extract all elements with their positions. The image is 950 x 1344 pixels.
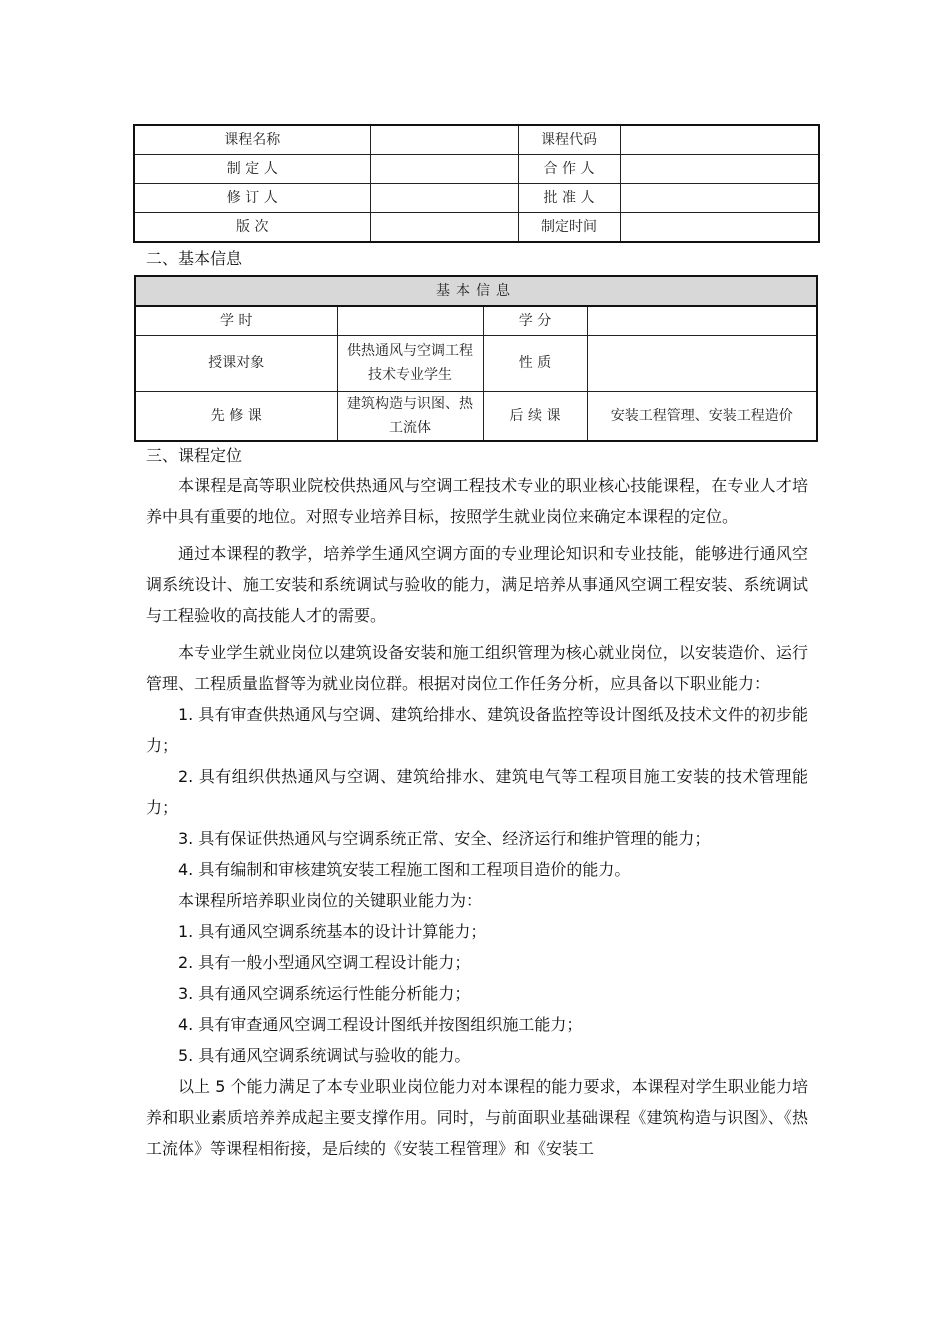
date-label: 制定时间 — [518, 213, 620, 243]
reviser-value — [370, 184, 518, 213]
list-item: 4. 具有审查通风空调工程设计图纸并按图组织施工能力； — [178, 1015, 583, 1034]
course-code-value — [620, 125, 819, 155]
list-item: 3. 具有通风空调系统运行性能分析能力； — [178, 984, 471, 1003]
paragraph: 本课程是高等职业院校供热通风与空调工程技术专业的职业核心技能课程，在专业人才培养中具有重要的地位。对照专业培养目标，按照学生就业岗位来确定本课程的定位。 — [146, 476, 808, 526]
table-row — [134, 184, 819, 213]
list-item: 5. 具有通风空调系统调试与验收的能力。 — [178, 1046, 471, 1065]
section-title-basic-info: 二、基本信息 — [146, 249, 243, 268]
paragraph: 以上 5 个能力满足了本专业职业岗位能力对本课程的能力要求，本课程对学生职业能力培养和职业素质培养养成起主要支撑作用。同时，与前面职业基础课程《建筑构造与识图》、《热工流体》等课程相衔接，是后续的《安装工程管理》和《安装工 — [146, 1077, 808, 1158]
followup-label: 后 续 课 — [483, 391, 587, 441]
credits-label: 学 分 — [483, 306, 587, 335]
section-title-course-positioning: 三、课程定位 — [146, 446, 243, 465]
prerequisite-value: 建筑构造与识图、热工流体 — [337, 391, 483, 441]
author-label: 制 定 人 — [134, 155, 370, 184]
basic-info-header: 基本信息 — [135, 276, 817, 306]
course-code-label: 课程代码 — [518, 125, 620, 155]
table-row — [134, 213, 819, 243]
paragraph: 本专业学生就业岗位以建筑设备安装和施工组织管理为核心就业岗位，以安装造价、运行管理、工程质量监督等为就业岗位群。根据对岗位工作任务分析，应具备以下职业能力： — [146, 643, 808, 693]
list-item: 2. 具有组织供热通风与空调、建筑给排水、建筑电气等工程项目施工安装的技术管理能力； — [146, 767, 808, 817]
credits-value — [587, 306, 817, 335]
approver-label: 批 准 人 — [518, 184, 620, 213]
collaborator-value — [620, 155, 819, 184]
course-name-label: 课程名称 — [134, 125, 370, 155]
version-value — [370, 213, 518, 243]
table-row — [134, 125, 819, 155]
approver-value — [620, 184, 819, 213]
list-item: 3. 具有保证供热通风与空调系统正常、安全、经济运行和维护管理的能力； — [178, 829, 711, 848]
table-row — [135, 391, 817, 441]
author-value — [370, 155, 518, 184]
list-item: 4. 具有编制和审核建筑安装工程施工图和工程项目造价的能力。 — [178, 860, 631, 879]
audience-value: 供热通风与空调工程技术专业学生 — [337, 335, 483, 391]
date-value — [620, 213, 819, 243]
reviser-label: 修 订 人 — [134, 184, 370, 213]
list-item: 1. 具有通风空调系统基本的设计计算能力； — [178, 922, 487, 941]
paragraph: 本课程所培养职业岗位的关键职业能力为： — [178, 891, 483, 910]
table-header-row — [135, 276, 817, 306]
hours-label: 学 时 — [135, 306, 337, 335]
prerequisite-label: 先 修 课 — [135, 391, 337, 441]
course-name-value — [370, 125, 518, 155]
collaborator-label: 合 作 人 — [518, 155, 620, 184]
list-item: 2. 具有一般小型通风空调工程设计能力； — [178, 953, 471, 972]
table-row — [135, 335, 817, 391]
version-label: 版 次 — [134, 213, 370, 243]
nature-value — [587, 335, 817, 391]
course-positioning-body — [146, 470, 808, 1164]
paragraph: 通过本课程的教学，培养学生通风空调方面的专业理论知识和专业技能，能够进行通风空调系统设计、施工安装和系统调试与验收的能力，满足培养从事通风空调工程安装、系统调试与工程验收的高技能人才的需要。 — [146, 544, 808, 625]
table-row — [134, 155, 819, 184]
hours-value — [337, 306, 483, 335]
basic-info-table — [134, 275, 818, 442]
followup-value: 安装工程管理、安装工程造价 — [587, 391, 817, 441]
list-item: 1. 具有审查供热通风与空调、建筑给排水、建筑设备监控等设计图纸及技术文件的初步能力； — [146, 705, 808, 755]
nature-label: 性 质 — [483, 335, 587, 391]
table-row — [135, 306, 817, 335]
course-info-table — [133, 124, 820, 243]
audience-label: 授课对象 — [135, 335, 337, 391]
